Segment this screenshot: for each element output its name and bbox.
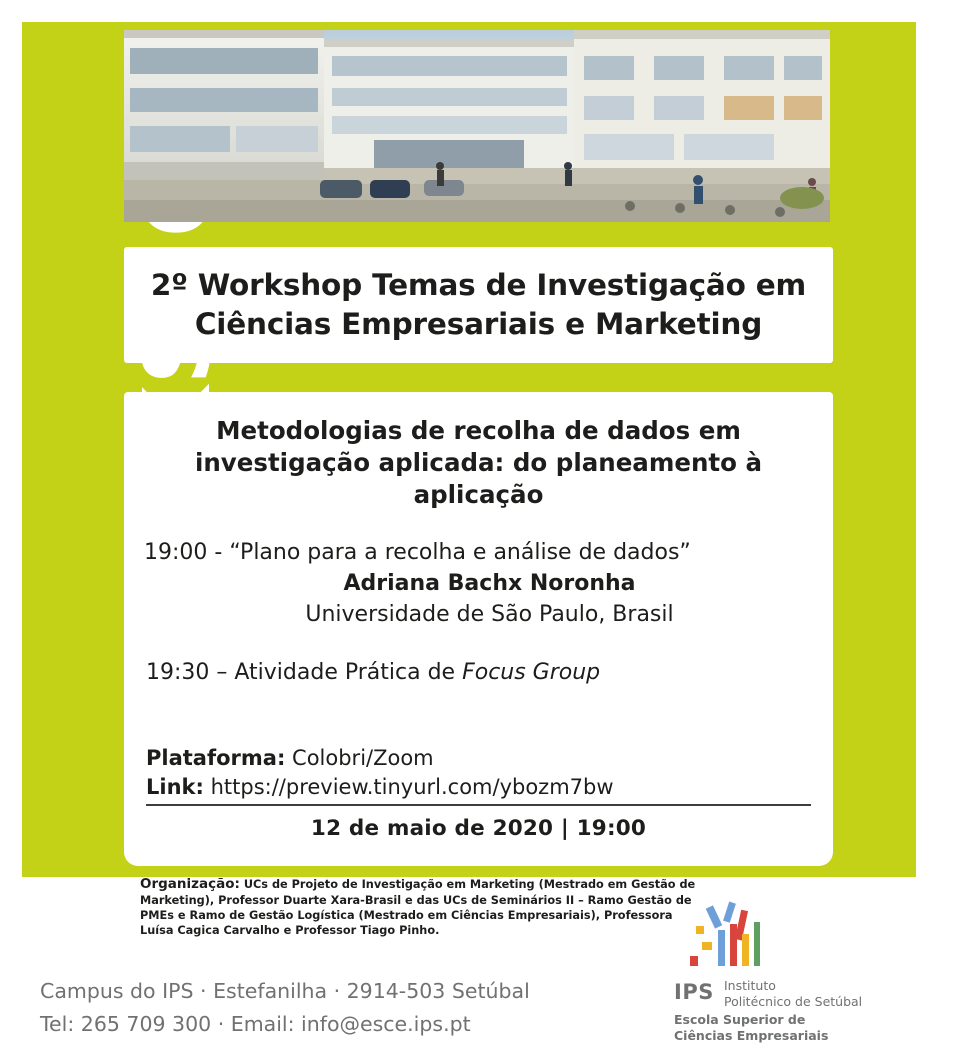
link-label: Link: [146,775,204,800]
footer-contact [40,975,530,1041]
ips-institute-name: Instituto Politécnico de Setúbal [724,978,863,1009]
platform-info [146,744,811,803]
link-row [146,773,811,802]
ips-acronym: IPS [674,980,714,1004]
session-1-affiliation: Universidade de São Paulo, Brasil [305,602,674,627]
sessions-list [124,511,833,689]
session-1-speaker: Adriana Bachx Noronha [343,570,636,596]
title-card [124,247,833,363]
poster-subtitle: Metodologias de recolha de dados em investigação aplicada: do planeamento à aplicação [194,416,763,509]
event-date: 12 de maio de 2020 | 19:00 [310,816,647,841]
footer-contact-line: Tel: 265 709 300 · Email: info@esce.ips.pt [40,1011,471,1036]
platform-row [146,744,811,773]
link-value[interactable]: https://preview.tinyurl.com/ybozm7bw [210,775,614,800]
session-2-topic [124,657,833,688]
ips-logo-mark [680,900,800,980]
ips-school-name: Escola Superior de Ciências Empresariais [674,1012,829,1043]
ips-logo [672,900,902,1043]
campus-building-photo [124,30,830,222]
footer-address: Campus do IPS · Estefanilha · 2914-503 Setúbal [40,979,530,1003]
content-card [124,392,833,866]
organisation-body: UCs de Projeto de Investigação em Marketing (Mestrado em Gestão de Marketing), Professor Duarte Xara-Brasil e das UCs de Seminários II – Ramo Gestão de PMEs e Ramo de Gestão Logística (Mestrado em Ciências Empresariais), Professora Luísa Cagica Carvalho e Professor Tiago Pinho. [140,878,696,937]
divider [146,804,811,806]
organisation-note [140,876,706,939]
page-title: 2º Workshop Temas de Investigação em Ciências Empresariais e Marketing [150,267,807,341]
session-1-topic: 19:00 - “Plano para a recolha e análise de dados” [144,539,691,565]
platform-value: Colobri/Zoom [292,746,434,770]
session-2-topic-italic: Focus Group [462,660,601,686]
platform-label: Plataforma: [146,746,286,770]
organisation-label: Organização: [140,876,240,892]
session-2-topic-prefix: 19:30 – Atividade Prática de [146,660,463,686]
